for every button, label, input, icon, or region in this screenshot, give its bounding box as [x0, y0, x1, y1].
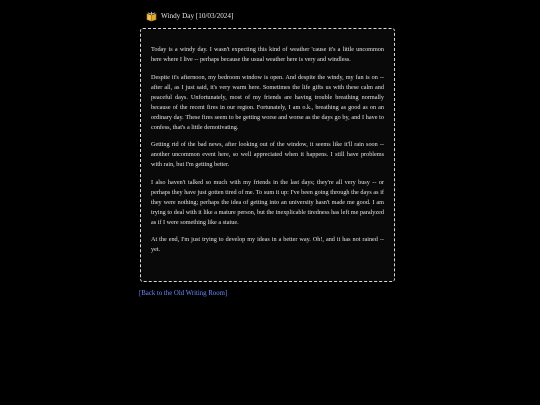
back-to-writing-room-link[interactable]: [Back to the Old Writing Room] — [139, 290, 228, 297]
entry-paragraph: Despite it's afternoon, my bedroom window is open. And despite the windy, my fan is on -- after all, as I just said, it's very warm here. Sometimes the life gifts us with these calm and peaceful days. Unfortunately, most of my friends are having trouble breathing normally because of the recent fires in our region. Fortunately, I am o.k., breathing as good as on an ordinary day. These fires seem to be getting worse and worse as the days go by, and I have to confess, that's a little demotivating. — [151, 73, 384, 131]
page-title: Windy Day [10/03/2024] — [161, 12, 234, 20]
entry-paragraph: I also haven't talked so much with my friends in the last days; they're all very busy -- or perhaps they have just gotten tired of me. To sum it up: I've been going through the days as if they were nothing; perhaps the idea of getting into an university hasn't made me good. I am trying to deal with it like a mature person, but the inexplicable tiredness has left me paralyzed as if I were something like a statue. — [151, 178, 384, 226]
diary-entry-box — [140, 28, 395, 282]
entry-paragraph: Getting rid of the bad news, after looking out of the window, it seems like it'll rain soon -- another uncommon event here, so well appreciated when it happens. I still have problems with rain, but I'm getting better. — [151, 141, 384, 168]
book-icon — [146, 11, 157, 22]
entry-paragraph: At the end, I'm just trying to develop my ideas in a better way. Oh!, and it has not rained -- yet. — [151, 236, 384, 253]
entry-paragraph: Today is a windy day. I wasn't expecting this kind of weather 'cause it's a little uncommon here where I live -- perhaps because the usual weather here is very and windless. — [151, 46, 384, 63]
page-header — [146, 9, 233, 23]
